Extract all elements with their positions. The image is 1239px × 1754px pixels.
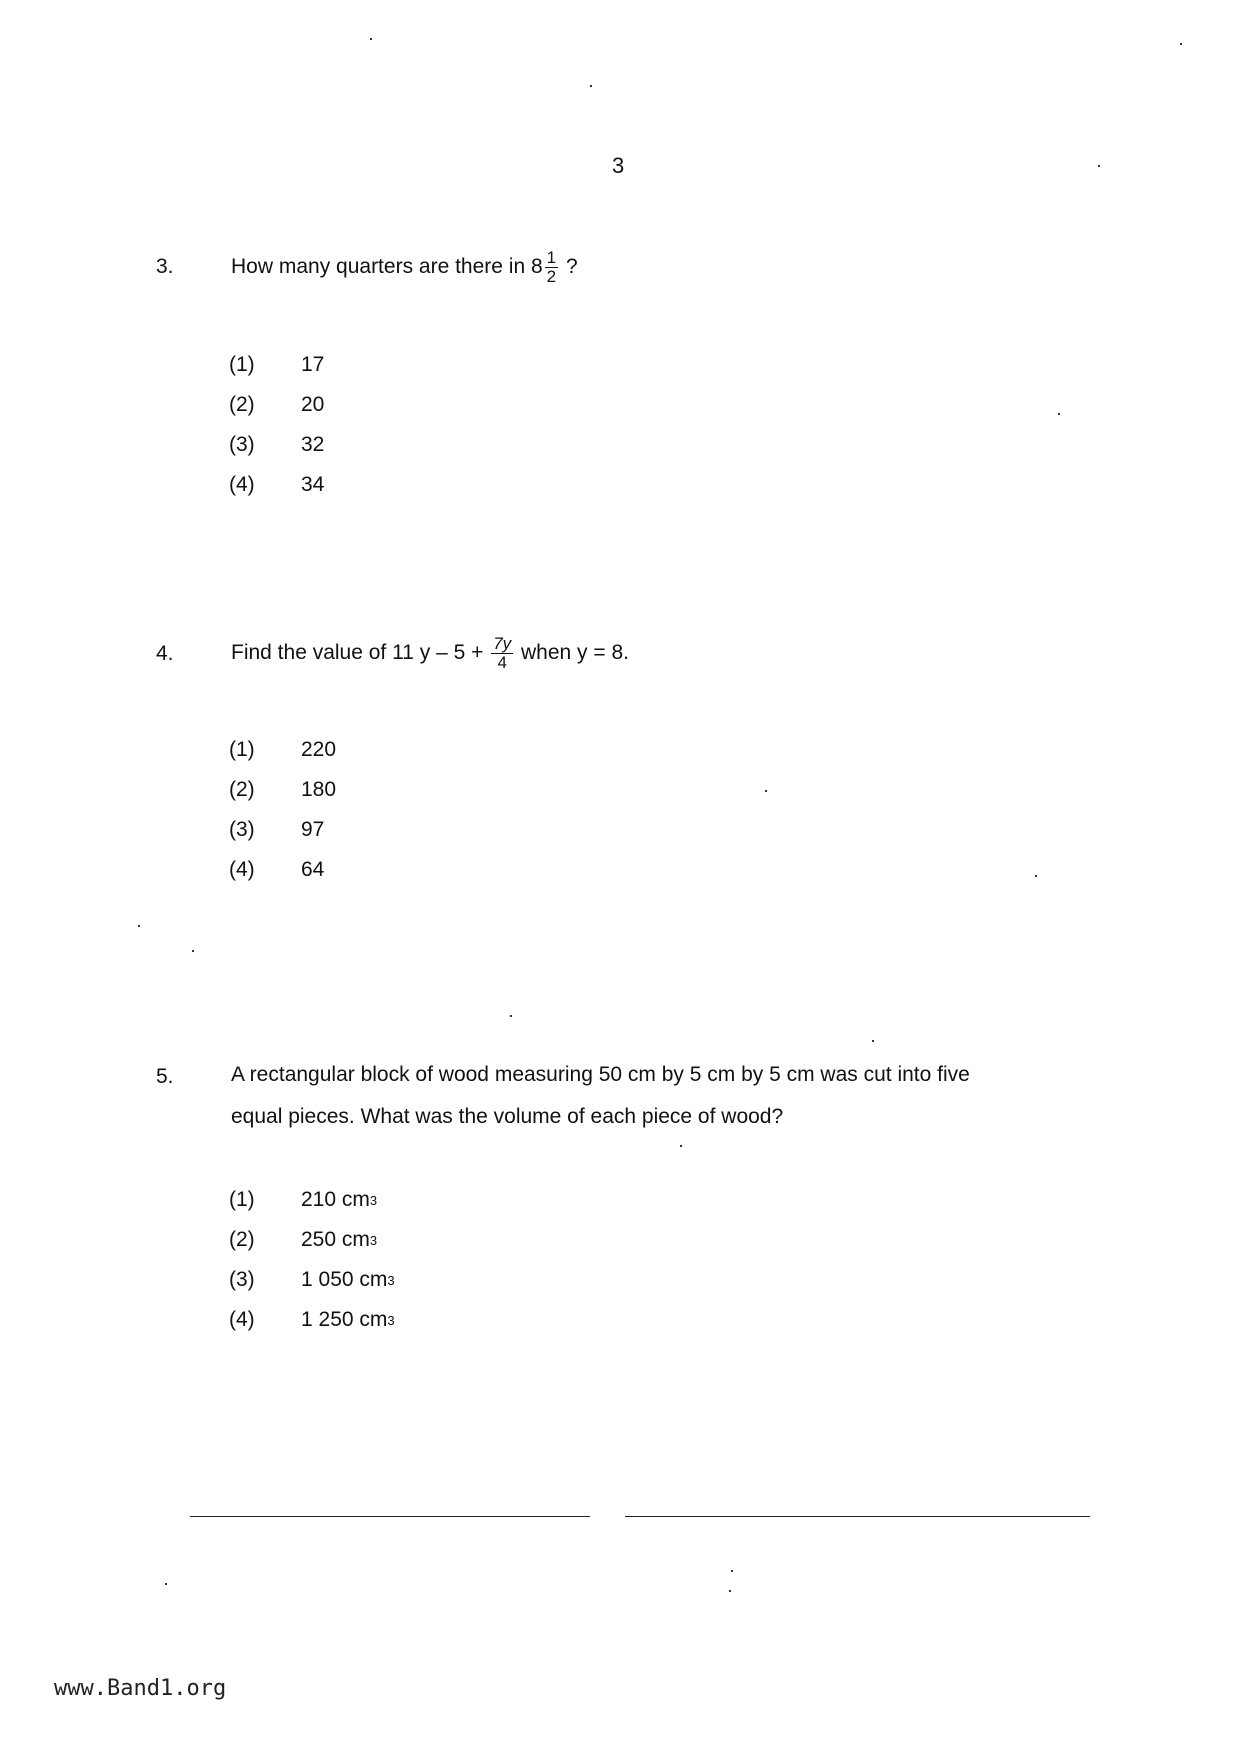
- question-3-number: 3.: [156, 255, 174, 278]
- option-item: [229, 1260, 395, 1300]
- option-value: 20: [301, 393, 325, 416]
- question-5-number: 5.: [156, 1065, 174, 1088]
- question-3-options: [229, 345, 324, 505]
- scan-speck: [510, 1015, 512, 1017]
- option-value: 250: [301, 1228, 337, 1251]
- option-item: [229, 385, 324, 425]
- question-3-text-before: How many quarters are there in: [231, 255, 526, 278]
- option-label: (4): [229, 1308, 255, 1331]
- scan-speck: [765, 790, 767, 792]
- option-label: (1): [229, 353, 255, 376]
- question-4-text: [231, 632, 629, 674]
- option-item: [229, 425, 324, 465]
- option-label: (4): [229, 858, 255, 881]
- footer-rule-right: [625, 1516, 1090, 1517]
- option-value: 1 250: [301, 1308, 354, 1331]
- question-4-fraction: [491, 635, 513, 672]
- scan-speck: [680, 1145, 682, 1147]
- scan-speck: [731, 1570, 733, 1572]
- question-4-text-before: Find the value of 11 y – 5 +: [231, 641, 484, 664]
- option-unit: cm: [359, 1268, 388, 1291]
- option-label: (2): [229, 1228, 255, 1251]
- option-item: [229, 730, 336, 770]
- scan-speck: [370, 38, 372, 40]
- scan-speck: [590, 85, 592, 87]
- option-item: [229, 465, 324, 505]
- footer-rule-left: [190, 1516, 590, 1517]
- option-item: [229, 850, 336, 890]
- question-3-frac-num: 1: [546, 248, 557, 268]
- option-value: 1 050: [301, 1268, 354, 1291]
- option-value: 97: [301, 818, 325, 841]
- question-3-text: [231, 246, 578, 288]
- question-4-options: [229, 730, 336, 890]
- watermark-url: www.Band1.org: [54, 1676, 227, 1701]
- option-unit: cm: [341, 1188, 370, 1211]
- question-5-options: [229, 1180, 395, 1340]
- option-value: 34: [301, 473, 325, 496]
- question-3-frac-den: 2: [546, 266, 557, 286]
- option-item: [229, 1300, 395, 1340]
- option-unit-exp: 3: [387, 1272, 395, 1288]
- question-5-line-2: equal pieces. What was the volume of each piece of wood?: [231, 1105, 784, 1128]
- scan-speck: [165, 1583, 167, 1585]
- option-value: 220: [301, 738, 337, 761]
- question-3-fraction: [545, 249, 558, 286]
- option-label: (3): [229, 1268, 255, 1291]
- option-item: [229, 810, 336, 850]
- option-label: (1): [229, 738, 255, 761]
- option-unit: cm: [341, 1228, 370, 1251]
- scan-speck: [1180, 43, 1182, 45]
- option-value: 17: [301, 353, 325, 376]
- scan-speck: [872, 1040, 874, 1042]
- option-unit-exp: 3: [369, 1232, 378, 1248]
- question-4-frac-den: 4: [497, 652, 507, 672]
- scan-speck: [729, 1590, 731, 1592]
- question-4-number: 4.: [156, 642, 174, 665]
- option-item: [229, 345, 324, 385]
- option-unit: cm: [359, 1308, 388, 1331]
- option-value: 180: [301, 778, 337, 801]
- option-item: [229, 1220, 395, 1260]
- option-unit-exp: 3: [369, 1192, 378, 1208]
- option-label: (3): [229, 433, 255, 456]
- option-unit-exp: 3: [387, 1312, 395, 1328]
- scan-speck: [1058, 413, 1060, 415]
- question-3-text-after: ?: [565, 255, 578, 278]
- question-4-frac-num: 7y: [493, 634, 512, 654]
- scan-speck: [1098, 165, 1100, 167]
- question-3-whole: 8: [530, 255, 543, 278]
- scan-speck: [1035, 875, 1037, 877]
- option-item: [229, 770, 336, 810]
- option-label: (2): [229, 393, 255, 416]
- question-5-line-1: A rectangular block of wood measuring 50 cm by 5 cm by 5 cm was cut into five: [231, 1063, 970, 1086]
- option-value: 210: [301, 1188, 337, 1211]
- option-value: 32: [301, 433, 325, 456]
- scan-speck: [138, 925, 140, 927]
- option-label: (4): [229, 473, 255, 496]
- question-5-text: [231, 1054, 970, 1138]
- option-item: [229, 1180, 395, 1220]
- page-number: 3: [612, 153, 625, 178]
- option-label: (2): [229, 778, 255, 801]
- option-label: (3): [229, 818, 255, 841]
- scan-speck: [192, 950, 194, 952]
- question-4-text-after: when y = 8.: [521, 641, 629, 664]
- option-value: 64: [301, 858, 325, 881]
- option-label: (1): [229, 1188, 255, 1211]
